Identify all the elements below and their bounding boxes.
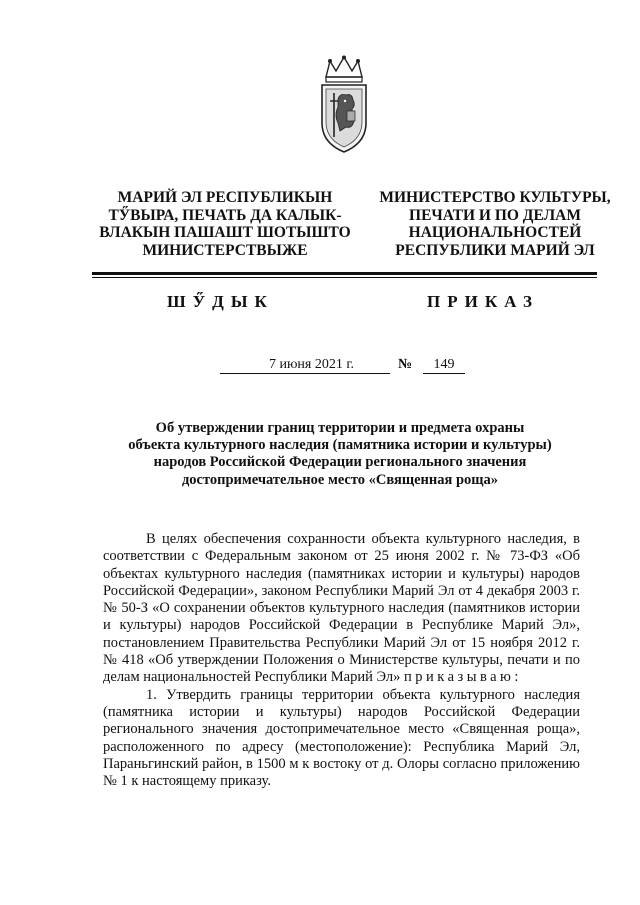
paragraph-preamble bbox=[103, 531, 580, 687]
coat-of-arms-icon bbox=[318, 55, 370, 155]
header-left-line: ВЛАКЫН ПАШАШТ ШОТЫШТО bbox=[99, 224, 351, 241]
paragraph-item-1: 1. Утвердить границы территории объекта культурного наследия (памятника истории и культуры) народов Российской Федерации регионального значения достопримечательное место «Священная роща», расположенного по адресу (местоположение): Республика Марий Эл, Параньгинский район, в 1500 м к востоку от д. Олоры согласно приложению № 1 к настоящему приказу. bbox=[103, 686, 580, 790]
order-title bbox=[110, 420, 570, 489]
preamble-action: приказываю: bbox=[403, 669, 522, 686]
doc-type-russian: ПРИКАЗ bbox=[427, 292, 539, 311]
header-left-line: ТӲВЫРА, ПЕЧАТЬ ДА КАЛЫК- bbox=[108, 206, 342, 224]
header-right-block bbox=[365, 189, 625, 259]
header-right-line: НАЦИОНАЛЬНОСТЕЙ bbox=[408, 224, 582, 241]
doc-type-mari: ШӲДЫК bbox=[167, 292, 274, 311]
order-date: 7 июня 2021 г. bbox=[220, 356, 390, 374]
title-line: объекта культурного наследия (памятника истории и культуры) bbox=[128, 437, 552, 454]
order-number: 149 bbox=[423, 356, 465, 374]
order-body bbox=[103, 531, 580, 790]
header-right-line: ПЕЧАТИ И ПО ДЕЛАМ bbox=[409, 206, 581, 224]
title-line: народов Российской Федерации регионального значения bbox=[153, 454, 527, 471]
header-right-line: МИНИСТЕРСТВО КУЛЬТУРЫ, bbox=[379, 189, 611, 206]
header-left-line: МАРИЙ ЭЛ РЕСПУБЛИКЫН bbox=[117, 189, 333, 206]
header-left-block bbox=[95, 189, 355, 259]
header-divider-thin bbox=[92, 277, 597, 278]
preamble-text: В целях обеспечения сохранности объекта культурного наследия, в соответствии с Федеральным законом от 25 июня 2002 г. № 73-ФЗ «Об объектах культурного наследия (памятниках истории и культуры) народов Российской Федерации», законом Республики Марий Эл от 4 декабря 2003 г. № 50-З «О сохранении объектов культурного наследия (памятников истории и культуры) народов Российской Федерации в Республике Марий Эл», постановлением Правительства Республики Марий Эл от 15 ноября 2012 г. № 418 «Об утверждении Положения о Министерстве культуры, печати и по делам национальностей Республики Марий Эл» bbox=[103, 531, 580, 686]
title-line: достопримечательное место «Священная роща» bbox=[181, 471, 499, 488]
number-sign: № bbox=[398, 357, 413, 372]
header-left-line: МИНИСТЕРСТВЫЖЕ bbox=[142, 241, 308, 259]
header-right-line: РЕСПУБЛИКИ МАРИЙ ЭЛ bbox=[395, 241, 595, 259]
header-divider-thick bbox=[92, 272, 597, 275]
title-line: Об утверждении границ территории и предмета охраны bbox=[155, 420, 525, 436]
